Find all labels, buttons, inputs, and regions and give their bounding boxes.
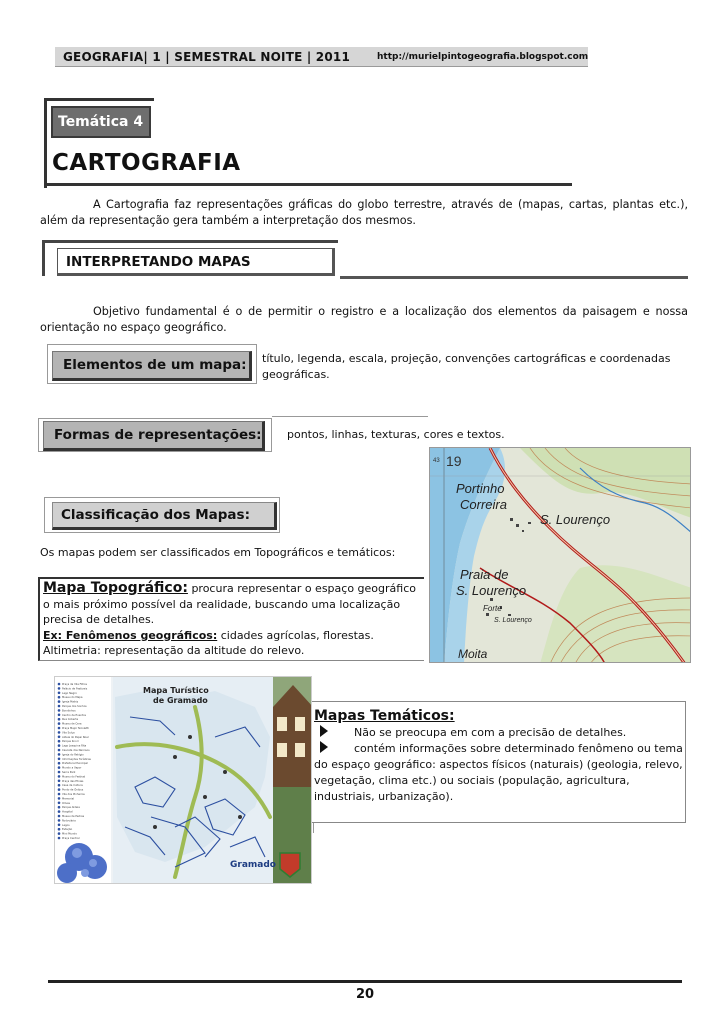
topo-label-portinho: Portinho xyxy=(456,481,505,496)
tourist-legend-marker xyxy=(58,731,61,734)
tourist-legend-item: Museu de Pedras xyxy=(62,815,85,818)
tourist-legend-marker xyxy=(58,709,61,712)
tourist-legend-marker xyxy=(58,832,61,835)
tematicos-item-1 xyxy=(314,725,685,741)
topo-label-slourenco-3: S. Lourenço xyxy=(494,617,532,624)
elementos-label: Elementos de um mapa: xyxy=(52,351,252,381)
tourist-legend-item: Museu do Mapa xyxy=(62,696,83,700)
tourist-legend-marker xyxy=(58,744,61,747)
tourist-map-drawing xyxy=(55,677,312,884)
tourist-legend-item: Palácio de Festivais xyxy=(62,687,88,691)
tematicos-item-1-text: Não se preocupa em com a precisão de detalhes. xyxy=(354,726,627,739)
tourist-legend-marker xyxy=(58,758,61,761)
topographic-map-image xyxy=(429,447,691,663)
tourist-legend-item: Vila dos Pinheiros xyxy=(62,793,85,796)
tourist-legend-item: Serra Park xyxy=(62,771,76,774)
tourist-legend-marker xyxy=(58,696,61,699)
topografico-box xyxy=(38,577,424,661)
tourist-legend-item: Ponto de Ônibus xyxy=(62,788,84,792)
tourist-legend-marker xyxy=(58,797,61,800)
topo-label-moita: Moita xyxy=(458,647,488,661)
tourist-title-1: Mapa Turístico xyxy=(143,686,209,695)
tourist-legend-marker xyxy=(58,705,61,708)
tourist-legend-item: Bondinhos xyxy=(62,709,76,713)
interp-rule xyxy=(340,276,688,279)
tourist-legend-item: Praça Central xyxy=(62,837,80,840)
tourist-legend-item: Olivas xyxy=(62,801,70,805)
tourist-legend-marker xyxy=(58,683,61,686)
tourist-legend-item: Museu do Festival xyxy=(62,775,86,779)
topo-label-praia: Praia de xyxy=(460,567,509,582)
tourist-legend-marker xyxy=(58,815,61,818)
tematicos-heading: Mapas Temáticos: xyxy=(314,708,455,724)
classificacao-text: Os mapas podem ser classificados em Topográficos e temáticos: xyxy=(40,546,396,559)
tourist-legend-item: Parque dos Sonhos xyxy=(62,705,87,708)
tourist-legend-marker xyxy=(58,687,61,690)
tourist-legend-item: Vila Suíça xyxy=(62,731,75,735)
tourist-legend-item: Hospital xyxy=(62,810,73,814)
tourist-legend-item: Museu de Cera xyxy=(62,722,82,726)
tourist-legend-item: Praça da Vila Filhos xyxy=(62,683,87,686)
tourist-legend-marker xyxy=(58,740,61,743)
topo-label-forte: Forte xyxy=(483,604,502,613)
tourist-legend-item: Parque Knorr xyxy=(62,740,79,744)
tourist-legend-item: Praça Major Nicoletti xyxy=(62,727,89,730)
tematicos-item-2-b: do espaço geográfico: aspectos físicos (naturais) (geologia, relevo, vegetação, clima etc.) ou sociais (população, agricultura, industriais, urbanização). xyxy=(314,758,683,803)
tourist-legend-item: Lago Negro xyxy=(62,691,77,695)
tourist-legend-item: Parque Aldeia xyxy=(62,806,80,810)
tematica-badge: Temática 4 xyxy=(51,106,151,138)
title-rule xyxy=(44,183,572,186)
tourist-legend-marker xyxy=(58,749,61,752)
tourist-legend-item: Lagos xyxy=(62,823,70,827)
tourist-legend-item: Casa da Cultura xyxy=(62,784,83,788)
tourist-legend-marker xyxy=(58,736,61,739)
tourist-legend-marker xyxy=(58,793,61,796)
tourist-legend-marker xyxy=(58,810,61,813)
objetivo-paragraph: Objetivo fundamental é o de permitir o registro e a localização dos elementos da paisagem e nossa orientação no espaço geográfico. xyxy=(40,305,688,334)
tourist-legend-marker xyxy=(58,824,61,827)
topo-label-correira: Correira xyxy=(460,497,507,512)
tourist-legend-marker xyxy=(58,714,61,717)
tourist-legend-item: Mundo a Vapor xyxy=(62,766,82,770)
bullet-triangle-icon xyxy=(320,725,328,737)
tourist-legend-marker xyxy=(58,692,61,695)
tourist-legend-marker xyxy=(58,771,61,774)
interp-frame-top xyxy=(42,240,338,243)
tourist-legend-item: Lago Joaquina Rita xyxy=(62,744,87,748)
footer-rule xyxy=(48,980,682,983)
tematicos-item-2-text-a: contém informações sobre determinado fenômeno ou tema xyxy=(354,742,683,755)
tourist-brand: Gramado xyxy=(230,860,276,870)
tourist-legend-marker xyxy=(58,700,61,703)
interp-frame-left xyxy=(42,240,45,276)
tematica-frame-top xyxy=(44,98,154,101)
tourist-legend-marker xyxy=(58,819,61,822)
topo-grid-number: 19 xyxy=(446,453,462,469)
classificacao-label: Classificação dos Mapas: xyxy=(52,502,277,530)
formas-label: Formas de representações: xyxy=(43,421,265,451)
tourist-map-image xyxy=(54,676,312,884)
intro-paragraph: A Cartografia faz representações gráficas do globo terrestre, através de (mapas, cartas, plantas etc.), além da representação gera também a interpretação dos mesmos. xyxy=(40,198,688,227)
header-title: GEOGRAFIA| 1 | SEMESTRAL NOITE | 2011 xyxy=(63,50,351,64)
topo-grid-small: 43 xyxy=(433,458,440,464)
document-header xyxy=(55,47,588,67)
bullet-triangle-icon xyxy=(320,741,328,753)
topografico-desc: procura representar o espaço geográfico o mais próximo possível da realidade, buscando uma localização precisa de detalhes. xyxy=(43,582,416,626)
tematicos-item-2 xyxy=(314,741,685,757)
tourist-legend-item: Rodoviária xyxy=(62,819,76,823)
tourist-legend-marker xyxy=(58,722,61,725)
tourist-legend-item: Estação xyxy=(62,828,73,832)
topo-label-slourenco-2: S. Lourenço xyxy=(456,583,527,598)
formas-rule xyxy=(272,416,428,417)
topografico-altimetria: Altimetria: representação da altitude do relevo. xyxy=(43,644,305,657)
tourist-legend-marker xyxy=(58,784,61,787)
tourist-legend-marker xyxy=(58,837,61,840)
topo-label-slourenco-1: S. Lourenço xyxy=(540,512,611,527)
tematicos-box xyxy=(312,701,686,823)
tourist-legend-item: Memorial xyxy=(62,797,75,801)
tourist-legend-item: Igreja do Relógio xyxy=(62,753,84,757)
topografico-heading: Mapa Topográfico: xyxy=(43,580,188,596)
tourist-title-2: de Gramado xyxy=(153,696,208,705)
tourist-legend-marker xyxy=(58,775,61,778)
tourist-legend-item: Informações Turísticas xyxy=(62,757,91,761)
page-number: 20 xyxy=(356,987,375,1002)
topografico-ex-text: cidades agrícolas, florestas. xyxy=(220,628,374,642)
tourist-legend-item: Centro de Eventos xyxy=(62,713,86,717)
interpretando-heading: INTERPRETANDO MAPAS xyxy=(57,248,335,276)
tourist-legend-marker xyxy=(58,780,61,783)
tourist-legend-marker xyxy=(58,806,61,809)
tourist-legend-item: Praça das Etnias xyxy=(62,779,84,783)
section-title: CARTOGRAFIA xyxy=(52,150,241,176)
topographic-map-drawing xyxy=(430,448,691,663)
topografico-ex-label: Ex: Fenômenos geográficos: xyxy=(43,628,218,642)
tourist-legend-item: Prefeitura Municipal xyxy=(62,762,88,766)
formas-text: pontos, linhas, texturas, cores e textos. xyxy=(287,428,505,441)
tourist-legend-marker xyxy=(58,828,61,831)
tourist-legend-item: Igreja Matriz xyxy=(62,700,79,704)
tourist-legend-item: Mini Mundo xyxy=(62,832,77,836)
tourist-legend-marker xyxy=(58,753,61,756)
tematicos-line xyxy=(313,823,314,833)
elementos-text: título, legenda, escala, projeção, convenções cartográficas e coordenadas geográficas. xyxy=(262,352,671,381)
tourist-legend-marker xyxy=(58,766,61,769)
tourist-legend-item: Rua Coberta xyxy=(62,718,79,722)
tematica-frame-left xyxy=(44,98,47,188)
tourist-legend-item: Aldeia do Papai Noel xyxy=(62,735,89,739)
tourist-legend-marker xyxy=(58,802,61,805)
tourist-legend-marker xyxy=(58,718,61,721)
header-url[interactable]: http://murielpintogeografia.blogspot.com xyxy=(377,52,589,62)
tourist-legend-marker xyxy=(58,762,61,765)
tourist-legend-marker xyxy=(58,727,61,730)
tourist-legend-marker xyxy=(58,788,61,791)
tourist-legend-item: Cascata dos Narcisos xyxy=(62,749,90,752)
